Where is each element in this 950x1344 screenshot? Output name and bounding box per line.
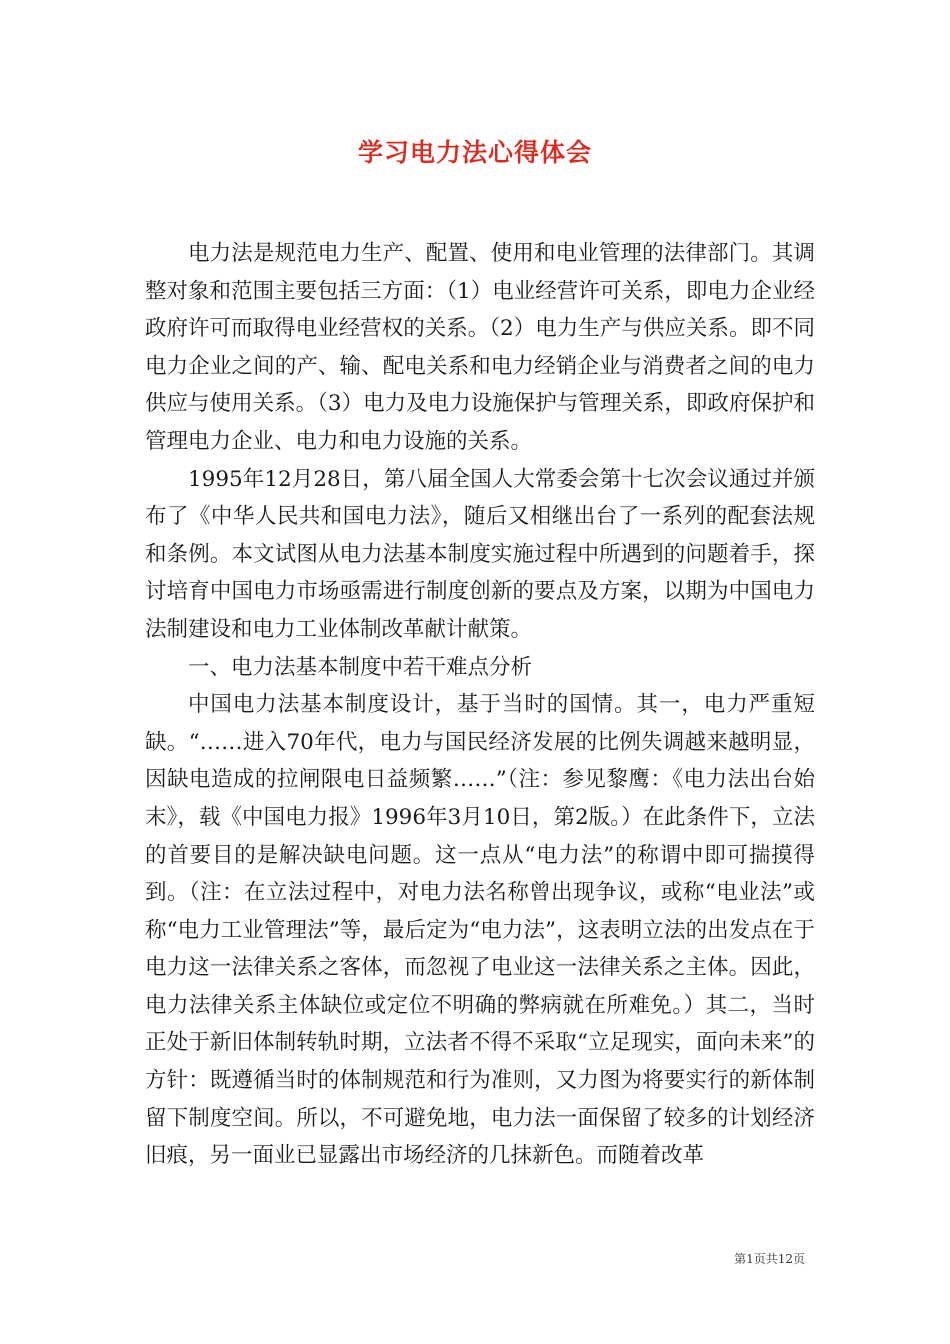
document-body	[145, 235, 815, 1175]
paragraph-background: 1995年12月28日，第八届全国人大常委会第十七次会议通过并颁布了《中华人民共和国电力法》，随后又相继出台了一系列的配套法规和条例。本文试图从电力法基本制度实施过程中所遇到的问题着手，探讨培育中国电力市场亟需进行制度创新的要点及方案，以期为中国电力法制建设和电力工业体制改革献计献策。	[145, 466, 815, 642]
paragraph-intro: 电力法是规范电力生产、配置、使用和电业管理的法律部门。其调整对象和范围主要包括三方面：（1）电业经营许可关系，即电力企业经政府许可而取得电业经营权的关系。（2）电力生产与供应关系。即不同电力企业之间的产、输、配电关系和电力经销企业与消费者之间的电力供应与使用关系。（3）电力及电力设施保护与管理关系，即政府保护和管理电力企业、电力和电力设施的关系。	[145, 241, 815, 454]
page-number: 第1页共12页	[734, 1252, 805, 1266]
document-title: 学习电力法心得体会	[357, 138, 592, 167]
paragraph-analysis: 中国电力法基本制度设计，基于当时的国情。其一，电力严重短缺。“……进入70年代，电力与国民经济发展的比例失调越来越明显，因缺电造成的拉闸限电日益频繁……”（注：参见黎鹰：《电力法出台始末》，载《中国电力报》1996年3月10日，第2版。）在此条件下，立法的首要目的是解决缺电问题。这一点从“电力法”的称谓中即可揣摸得到。（注：在立法过程中，对电力法名称曾出现争议，或称“电业法”或称“电力工业管理法”等，最后定为“电力法”，这表明立法的出发点在于电力这一法律关系之客体，而忽视了电业这一法律关系之主体。因此，电力法律关系主体缺位或定位不明确的弊病就在所难免。）其二，当时正处于新旧体制转轨时期，立法者不得不采取“立足现实，面向未来”的方针：既遵循当时的体制规范和行为准则，又力图为将要实行的新体制留下制度空间。所以，不可避免地，电力法一面保留了较多的计划经济旧痕，另一面业已显露出市场经济的几抹新色。而随着改革	[145, 692, 815, 1169]
section-heading: 一、电力法基本制度中若干难点分析	[188, 654, 533, 680]
